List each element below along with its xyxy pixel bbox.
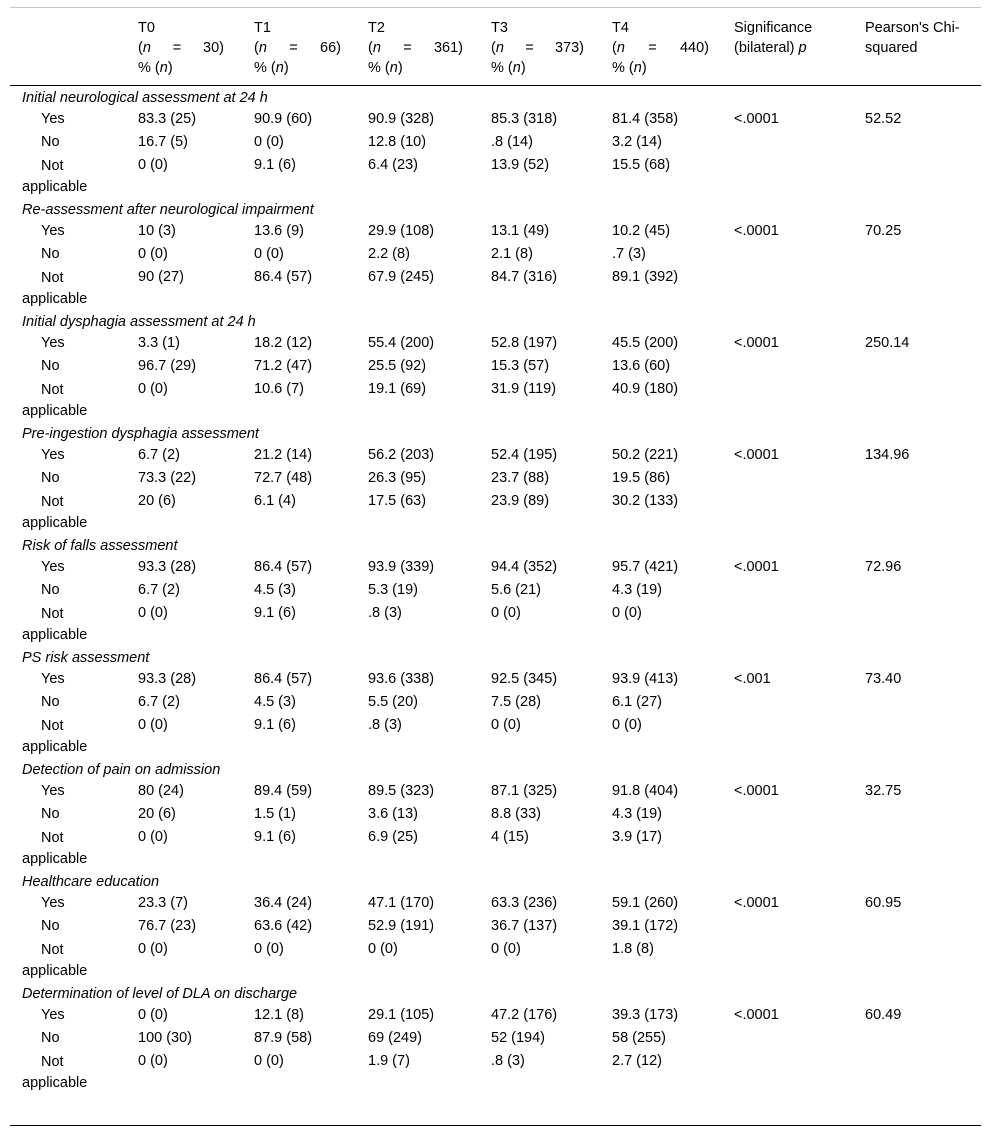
value-cell-t4: 0 (0) — [612, 605, 642, 621]
value-cell-t3: 85.3 (318) — [491, 111, 558, 127]
row-label: Not applicable — [22, 270, 88, 307]
chi-squared-cell: 250.14 — [865, 335, 910, 351]
value-cell-t4: 6.1 (27) — [612, 694, 662, 710]
value-cell-t2: 0 (0) — [368, 941, 398, 957]
section-title: Risk of falls assessment — [22, 538, 178, 554]
row-label: Not applicable — [22, 1054, 88, 1091]
value-cell-t1: 86.4 (57) — [254, 671, 313, 687]
bottom-rule — [10, 1125, 981, 1126]
chi-squared-cell — [865, 131, 981, 154]
table-row — [10, 780, 981, 803]
chi-squared-cell — [865, 579, 981, 602]
row-label: Yes — [41, 1007, 65, 1023]
value-cell-t1: 4.5 (3) — [254, 694, 296, 710]
value-cell-t0: 83.3 (25) — [138, 111, 197, 127]
value-cell-t0: 0 (0) — [138, 1007, 168, 1023]
value-cell-t3: 94.4 (352) — [491, 559, 558, 575]
p-value-cell: <.0001 — [734, 895, 779, 911]
value-cell-t0: 6.7 (2) — [138, 447, 180, 463]
p-value-cell — [734, 602, 865, 645]
value-cell-t2: 12.8 (10) — [368, 134, 427, 150]
value-cell-t4: 45.5 (200) — [612, 335, 679, 351]
chi-squared-cell — [865, 378, 981, 421]
value-cell-t3: 52 (194) — [491, 1030, 546, 1046]
value-cell-t4: 50.2 (221) — [612, 447, 679, 463]
p-value-cell: <.0001 — [734, 335, 779, 351]
value-cell-t0: 0 (0) — [138, 246, 168, 262]
table-row — [10, 355, 981, 378]
value-cell-t1: 9.1 (6) — [254, 829, 296, 845]
table-row — [10, 602, 981, 645]
row-label: No — [41, 918, 60, 934]
value-cell-t2: 5.3 (19) — [368, 582, 418, 598]
section-title: Re-assessment after neurological impairment — [22, 202, 314, 218]
header-col-t3 — [491, 8, 612, 86]
p-value-cell — [734, 266, 865, 309]
value-cell-t2: 29.1 (105) — [368, 1007, 435, 1023]
section-title: Determination of level of DLA on discharge — [22, 986, 298, 1002]
value-cell-t3: 23.9 (89) — [491, 493, 550, 509]
results-table — [10, 8, 981, 1093]
row-label: Not applicable — [22, 382, 88, 419]
chi-squared-cell — [865, 691, 981, 714]
value-cell-t0: 93.3 (28) — [138, 671, 197, 687]
value-cell-t4: 13.6 (60) — [612, 358, 671, 374]
value-cell-t3: 2.1 (8) — [491, 246, 533, 262]
table-body — [10, 86, 981, 1094]
chi-squared-cell — [865, 243, 981, 266]
value-cell-t3: 13.1 (49) — [491, 223, 550, 239]
value-cell-t4: 81.4 (358) — [612, 111, 679, 127]
value-cell-t3: 15.3 (57) — [491, 358, 550, 374]
table-row — [10, 1004, 981, 1027]
table-row — [10, 266, 981, 309]
table-row — [10, 467, 981, 490]
section-header — [10, 533, 981, 556]
table-row — [10, 826, 981, 869]
value-cell-t1: 13.6 (9) — [254, 223, 304, 239]
p-value-cell — [734, 131, 865, 154]
value-cell-t0: 0 (0) — [138, 605, 168, 621]
value-cell-t3: 13.9 (52) — [491, 157, 550, 173]
value-cell-t4: 3.9 (17) — [612, 829, 662, 845]
header-col-t2 — [368, 8, 491, 86]
value-cell-t2: 5.5 (20) — [368, 694, 418, 710]
row-label: No — [41, 1030, 60, 1046]
value-cell-t4: 95.7 (421) — [612, 559, 679, 575]
chi-squared-cell — [865, 803, 981, 826]
value-cell-t4: 19.5 (86) — [612, 470, 671, 486]
col-n: (n = 373) — [491, 40, 584, 56]
row-label: Not applicable — [22, 494, 88, 531]
table-row — [10, 691, 981, 714]
header-col-chi-squared: Pearson's Chi- squared — [865, 8, 981, 86]
table-row — [10, 332, 981, 355]
p-value-cell — [734, 803, 865, 826]
section-header — [10, 645, 981, 668]
table-row — [10, 243, 981, 266]
value-cell-t0: 80 (24) — [138, 783, 184, 799]
value-cell-t0: 20 (6) — [138, 806, 176, 822]
value-cell-t2: 89.5 (323) — [368, 783, 435, 799]
table-row — [10, 668, 981, 691]
row-label: Not applicable — [22, 830, 88, 867]
row-label: Yes — [41, 783, 65, 799]
section-header — [10, 981, 981, 1004]
value-cell-t3: .8 (14) — [491, 134, 533, 150]
section-title: Initial dysphagia assessment at 24 h — [22, 314, 256, 330]
p-value-cell — [734, 1050, 865, 1093]
section-header — [10, 309, 981, 332]
value-cell-t0: 6.7 (2) — [138, 694, 180, 710]
row-label: Not applicable — [22, 942, 88, 979]
value-cell-t0: 0 (0) — [138, 717, 168, 733]
chi-squared-cell — [865, 490, 981, 533]
value-cell-t0: 10 (3) — [138, 223, 176, 239]
value-cell-t2: 25.5 (92) — [368, 358, 427, 374]
p-value-cell: <.0001 — [734, 559, 779, 575]
value-cell-t2: 29.9 (108) — [368, 223, 435, 239]
col-name: T0 — [138, 20, 155, 36]
table-row — [10, 490, 981, 533]
value-cell-t2: 6.4 (23) — [368, 157, 418, 173]
section-title: PS risk assessment — [22, 650, 150, 666]
table-row — [10, 938, 981, 981]
value-cell-t2: 93.9 (339) — [368, 559, 435, 575]
value-cell-t0: 73.3 (22) — [138, 470, 197, 486]
p-value-cell — [734, 915, 865, 938]
value-cell-t2: 56.2 (203) — [368, 447, 435, 463]
row-label: Yes — [41, 559, 65, 575]
header-empty-cell — [10, 8, 138, 86]
p-value-cell — [734, 154, 865, 197]
value-cell-t3: 52.4 (195) — [491, 447, 558, 463]
col-name: T1 — [254, 20, 271, 36]
value-cell-t2: 3.6 (13) — [368, 806, 418, 822]
col-n: (n = 66) — [254, 40, 341, 56]
value-cell-t4: 58 (255) — [612, 1030, 667, 1046]
value-cell-t4: 59.1 (260) — [612, 895, 679, 911]
value-cell-t4: 3.2 (14) — [612, 134, 662, 150]
value-cell-t2: 26.3 (95) — [368, 470, 427, 486]
header-col-t4 — [612, 8, 734, 86]
value-cell-t0: 6.7 (2) — [138, 582, 180, 598]
value-cell-t3: 47.2 (176) — [491, 1007, 558, 1023]
value-cell-t4: 91.8 (404) — [612, 783, 679, 799]
value-cell-t0: 3.3 (1) — [138, 335, 180, 351]
value-cell-t2: 17.5 (63) — [368, 493, 427, 509]
value-cell-t1: 86.4 (57) — [254, 559, 313, 575]
value-cell-t2: 52.9 (191) — [368, 918, 435, 934]
section-header — [10, 197, 981, 220]
value-cell-t0: 0 (0) — [138, 381, 168, 397]
value-cell-t1: 0 (0) — [254, 246, 284, 262]
row-label: Not applicable — [22, 158, 88, 195]
value-cell-t3: 87.1 (325) — [491, 783, 558, 799]
value-cell-t3: 63.3 (236) — [491, 895, 558, 911]
value-cell-t1: 89.4 (59) — [254, 783, 313, 799]
section-header — [10, 421, 981, 444]
row-label: Not applicable — [22, 606, 88, 643]
chi-squared-cell: 52.52 — [865, 111, 902, 127]
p-value-cell — [734, 378, 865, 421]
chi-squared-cell: 32.75 — [865, 783, 902, 799]
header-col-t0 — [138, 8, 254, 86]
value-cell-t2: 47.1 (170) — [368, 895, 435, 911]
chi-squared-cell — [865, 467, 981, 490]
chi-squared-cell — [865, 602, 981, 645]
value-cell-t2: 6.9 (25) — [368, 829, 418, 845]
p-value-cell: <.001 — [734, 671, 771, 687]
row-label: No — [41, 806, 60, 822]
value-cell-t3: 31.9 (119) — [491, 381, 557, 397]
table-row — [10, 803, 981, 826]
value-cell-t4: 2.7 (12) — [612, 1053, 662, 1069]
table-row — [10, 579, 981, 602]
value-cell-t0: 0 (0) — [138, 157, 168, 173]
p-value-cell: <.0001 — [734, 783, 779, 799]
chi-squared-cell: 72.96 — [865, 559, 902, 575]
col-name: T4 — [612, 20, 629, 36]
value-cell-t1: 63.6 (42) — [254, 918, 313, 934]
value-cell-t1: 21.2 (14) — [254, 447, 313, 463]
value-cell-t1: 9.1 (6) — [254, 605, 296, 621]
value-cell-t2: 67.9 (245) — [368, 269, 435, 285]
value-cell-t4: .7 (3) — [612, 246, 646, 262]
table-row — [10, 714, 981, 757]
value-cell-t0: 100 (30) — [138, 1030, 193, 1046]
chi-squared-cell — [865, 938, 981, 981]
value-cell-t3: 8.8 (33) — [491, 806, 541, 822]
value-cell-t1: 10.6 (7) — [254, 381, 304, 397]
col-sub: % (n) — [612, 60, 647, 76]
value-cell-t2: 1.9 (7) — [368, 1053, 410, 1069]
value-cell-t4: 93.9 (413) — [612, 671, 679, 687]
value-cell-t4: 40.9 (180) — [612, 381, 679, 397]
value-cell-t2: 55.4 (200) — [368, 335, 435, 351]
table-row — [10, 131, 981, 154]
value-cell-t3: .8 (3) — [491, 1053, 525, 1069]
p-value-cell — [734, 714, 865, 757]
value-cell-t2: 90.9 (328) — [368, 111, 435, 127]
value-cell-t4: 15.5 (68) — [612, 157, 671, 173]
p-value-cell: <.0001 — [734, 447, 779, 463]
chi-squared-cell: 73.40 — [865, 671, 902, 687]
value-cell-t1: 1.5 (1) — [254, 806, 296, 822]
value-cell-t0: 96.7 (29) — [138, 358, 197, 374]
row-label: No — [41, 246, 60, 262]
row-label: Yes — [41, 671, 65, 687]
table-row — [10, 378, 981, 421]
col-sub: % (n) — [368, 60, 403, 76]
p-value-cell — [734, 1027, 865, 1050]
header-row — [10, 8, 981, 86]
section-title: Pre-ingestion dysphagia assessment — [22, 426, 259, 442]
results-table-container — [10, 7, 981, 1126]
chi-squared-cell — [865, 355, 981, 378]
row-label: No — [41, 694, 60, 710]
value-cell-t3: 52.8 (197) — [491, 335, 558, 351]
chi-squared-cell — [865, 915, 981, 938]
value-cell-t0: 16.7 (5) — [138, 134, 188, 150]
table-row — [10, 892, 981, 915]
value-cell-t3: 5.6 (21) — [491, 582, 541, 598]
value-cell-t1: 0 (0) — [254, 134, 284, 150]
value-cell-t0: 0 (0) — [138, 941, 168, 957]
table-row — [10, 915, 981, 938]
p-value-cell — [734, 826, 865, 869]
section-header — [10, 869, 981, 892]
p-value-cell: <.0001 — [734, 223, 779, 239]
value-cell-t0: 90 (27) — [138, 269, 184, 285]
value-cell-t3: 0 (0) — [491, 717, 521, 733]
value-cell-t1: 4.5 (3) — [254, 582, 296, 598]
p-value-cell: <.0001 — [734, 1007, 779, 1023]
value-cell-t0: 20 (6) — [138, 493, 176, 509]
value-cell-t1: 6.1 (4) — [254, 493, 296, 509]
row-label: No — [41, 582, 60, 598]
chi-squared-cell — [865, 1027, 981, 1050]
value-cell-t0: 0 (0) — [138, 1053, 168, 1069]
chi-squared-cell — [865, 154, 981, 197]
value-cell-t0: 23.3 (7) — [138, 895, 188, 911]
chi-squared-cell — [865, 714, 981, 757]
value-cell-t3: 4 (15) — [491, 829, 529, 845]
p-value-cell — [734, 691, 865, 714]
value-cell-t2: 19.1 (69) — [368, 381, 427, 397]
value-cell-t3: 0 (0) — [491, 605, 521, 621]
value-cell-t2: .8 (3) — [368, 717, 402, 733]
row-label: Yes — [41, 335, 65, 351]
table-row — [10, 1050, 981, 1093]
value-cell-t1: 18.2 (12) — [254, 335, 313, 351]
value-cell-t1: 72.7 (48) — [254, 470, 313, 486]
table-row — [10, 556, 981, 579]
col-name: T3 — [491, 20, 508, 36]
value-cell-t0: 93.3 (28) — [138, 559, 197, 575]
value-cell-t1: 36.4 (24) — [254, 895, 313, 911]
col-n: (n = 30) — [138, 40, 224, 56]
chi-squared-cell: 134.96 — [865, 447, 910, 463]
value-cell-t1: 71.2 (47) — [254, 358, 313, 374]
value-cell-t2: 69 (249) — [368, 1030, 423, 1046]
section-title: Healthcare education — [22, 874, 160, 890]
p-value-cell — [734, 938, 865, 981]
value-cell-t4: 30.2 (133) — [612, 493, 679, 509]
value-cell-t3: 7.5 (28) — [491, 694, 541, 710]
value-cell-t3: 84.7 (316) — [491, 269, 558, 285]
table-row — [10, 220, 981, 243]
chi-squared-cell — [865, 266, 981, 309]
col-sub: % (n) — [138, 60, 173, 76]
value-cell-t3: 23.7 (88) — [491, 470, 550, 486]
section-header — [10, 86, 981, 109]
col-n: (n = 361) — [368, 40, 463, 56]
value-cell-t4: 39.1 (172) — [612, 918, 679, 934]
value-cell-t0: 76.7 (23) — [138, 918, 197, 934]
p-value-cell — [734, 579, 865, 602]
value-cell-t4: 4.3 (19) — [612, 806, 662, 822]
chi-squared-cell: 70.25 — [865, 223, 902, 239]
col-name: T2 — [368, 20, 385, 36]
value-cell-t1: 9.1 (6) — [254, 717, 296, 733]
row-label: Yes — [41, 447, 65, 463]
value-cell-t4: 4.3 (19) — [612, 582, 662, 598]
p-value-cell — [734, 467, 865, 490]
value-cell-t1: 90.9 (60) — [254, 111, 313, 127]
row-label: No — [41, 358, 60, 374]
value-cell-t0: 0 (0) — [138, 829, 168, 845]
p-value-cell: <.0001 — [734, 111, 779, 127]
value-cell-t3: 36.7 (137) — [491, 918, 558, 934]
chi-squared-cell — [865, 826, 981, 869]
value-cell-t1: 12.1 (8) — [254, 1007, 304, 1023]
row-label: No — [41, 134, 60, 150]
value-cell-t1: 86.4 (57) — [254, 269, 313, 285]
col-sub: % (n) — [491, 60, 526, 76]
row-label: No — [41, 470, 60, 486]
value-cell-t2: 93.6 (338) — [368, 671, 435, 687]
table-row — [10, 154, 981, 197]
row-label: Yes — [41, 223, 65, 239]
value-cell-t1: 9.1 (6) — [254, 157, 296, 173]
p-value-cell — [734, 490, 865, 533]
header-col-t1 — [254, 8, 368, 86]
section-header — [10, 757, 981, 780]
chi-squared-cell — [865, 1050, 981, 1093]
header-col-significance: Significance (bilateral) p — [734, 8, 865, 86]
value-cell-t3: 92.5 (345) — [491, 671, 558, 687]
value-cell-t4: 10.2 (45) — [612, 223, 671, 239]
col-sub: % (n) — [254, 60, 289, 76]
section-title: Initial neurological assessment at 24 h — [22, 90, 268, 106]
value-cell-t4: 0 (0) — [612, 717, 642, 733]
table-row — [10, 444, 981, 467]
table-row — [10, 1027, 981, 1050]
value-cell-t3: 0 (0) — [491, 941, 521, 957]
row-label: Not applicable — [22, 718, 88, 755]
chi-squared-cell: 60.49 — [865, 1007, 902, 1023]
row-label: Yes — [41, 111, 65, 127]
section-title: Detection of pain on admission — [22, 762, 221, 778]
value-cell-t1: 0 (0) — [254, 941, 284, 957]
value-cell-t4: 1.8 (8) — [612, 941, 654, 957]
value-cell-t4: 89.1 (392) — [612, 269, 679, 285]
table-row — [10, 108, 981, 131]
col-n: (n = 440) — [612, 40, 709, 56]
chi-squared-cell: 60.95 — [865, 895, 902, 911]
value-cell-t2: .8 (3) — [368, 605, 402, 621]
p-value-cell — [734, 243, 865, 266]
row-label: Yes — [41, 895, 65, 911]
value-cell-t4: 39.3 (173) — [612, 1007, 679, 1023]
value-cell-t1: 87.9 (58) — [254, 1030, 313, 1046]
value-cell-t1: 0 (0) — [254, 1053, 284, 1069]
value-cell-t2: 2.2 (8) — [368, 246, 410, 262]
p-value-cell — [734, 355, 865, 378]
